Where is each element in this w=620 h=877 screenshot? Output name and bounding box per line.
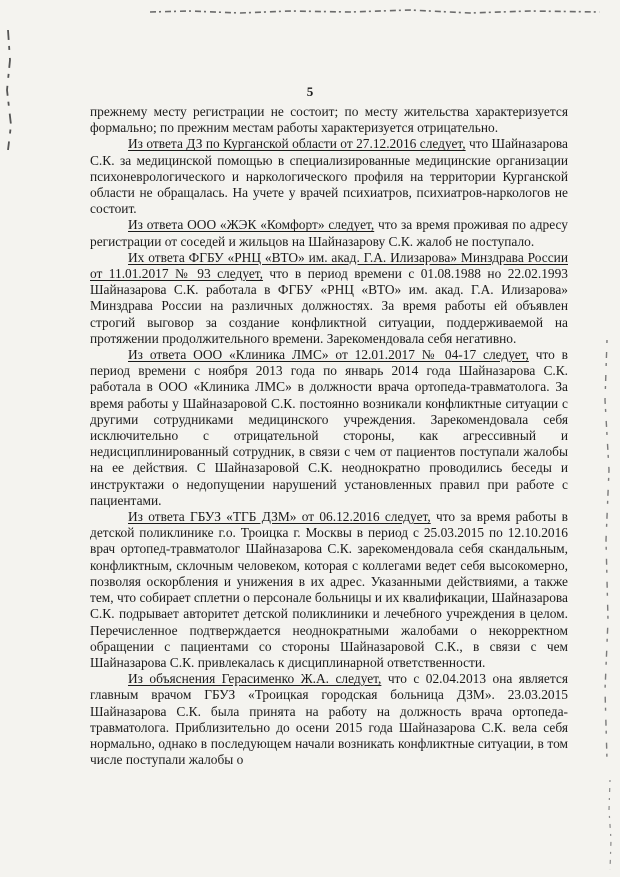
paragraph [90, 671, 568, 768]
paragraph-text: прежнему месту регистрации не состоит; по месту жительства характеризуется формально; по прежним местам работы характеризуется отрицательно. [90, 104, 568, 136]
paragraph [90, 250, 568, 347]
source-reference: Из ответа ООО «ЖЭК «Комфорт» следует, [128, 217, 375, 233]
paragraph-text: что за время работы в детской поликлинике г.о. Троицка г. Москвы в период с 25.03.2015 по 12.10.2016 врач ортопед-травматолог Шайназарова С.К. зарекомендовала себя скандальным, конфликтным, склочным человеком, которая с коллегами ведет себя высокомерно, позволяя оскорбления и унижения в их адрес. Указанными действиями, а также тем, что собирает сплетни о персонале больницы и их квалификации, Шайназарова С.К. подрывает авторитет детской поликлиники и лечебного учреждения в целом. Перечисленное подтверждается неоднократными жалобами о некорректном обращении с пациентами со стороны Шайназаровой С.К., в связи с чем Шайназарова С.К. привлекалась к дисциплинарной ответственности. [90, 509, 568, 670]
paragraph-text: что в период времени с 01.08.1988 но 22.02.1993 Шайназарова С.К. работала в ФГБУ «РНЦ «ВТО» им. акад. Г.А. Илизарова» Минздрава России на различных должностях. За время работы ей объявлен строгий выговор за создание конфликтной ситуации, поддерживаемой на протяжении продолжительного времени. Зарекомендовала себя негативно. [90, 266, 568, 346]
paragraph [90, 217, 568, 249]
scan-artifact-right-bottom [604, 780, 616, 870]
source-reference: Из ответа ГБУЗ «ТГБ ДЗМ» от 06.12.2016 следует, [128, 509, 431, 525]
page-number: 5 [306, 84, 314, 99]
paragraph [90, 509, 568, 671]
source-reference: Их ответа ФГБУ «РНЦ «ВТО» им. акад. Г.А. Илизарова» Минздрава России от 11.01.2017 № 93 следует, [90, 249, 568, 282]
source-reference: Из объяснения Герасименко Ж.А. следует, [128, 671, 382, 687]
source-reference: Из ответа ДЗ по Курганской области от 27.12.2016 следует, [128, 136, 466, 152]
paragraph-text: что с 02.04.2013 она является главным врачом ГБУЗ «Троицкая городская больница ДЗМ». 23.03.2015 Шайназарова С.К. была принята на работу на должность врача ортопеда-травматолога. Приблизительно до осени 2015 года Шайназарова С.К. вела себя нормально, однако в последующем начали возникать конфликтные ситуации, в том числе поступали жалобы о [90, 671, 568, 768]
paragraph [90, 104, 568, 136]
scan-artifact-top [150, 8, 600, 16]
paragraph [90, 347, 568, 509]
source-reference: Из ответа ООО «Клиника ЛМС» от 12.01.2017 № 04-17 следует, [128, 347, 529, 363]
paragraph-text: что Шайназарова С.К. за медицинской помощью в специализированные медицинские организации психоневрологического и наркологического профиля на территории Курганской области не обращалась. На учете у врачей психиатров, психиатров-наркологов не состоит. [90, 136, 568, 217]
paragraph-text: что за время проживая по адресу регистрации от соседей и жильцов на Шайназарову С.К. жалоб не поступало. [90, 217, 568, 249]
paragraph [90, 136, 568, 217]
paragraph-text: что в период времени с ноября 2013 года по январь 2014 года Шайназарова С.К. работала в ООО «Клиника ЛМС» в должности врача ортопеда-травматолога. За время работы у Шайназаровой С.К. постоянно возникали конфликтные ситуации с другими сотрудниками медицинского учреждения. Зарекомендовала себя исключительно с отрицательной стороны, как агрессивный и недисциплинированный сотрудник, в связи с чем от пациентов поступали жалобы на ее действия. С Шайназаровой С.К. неоднократно проводились беседы и инструктажи о недопущении нарушений установленных правил при работе с пациентами. [90, 347, 568, 508]
scan-artifact-right [600, 340, 614, 760]
document-body [90, 104, 568, 768]
